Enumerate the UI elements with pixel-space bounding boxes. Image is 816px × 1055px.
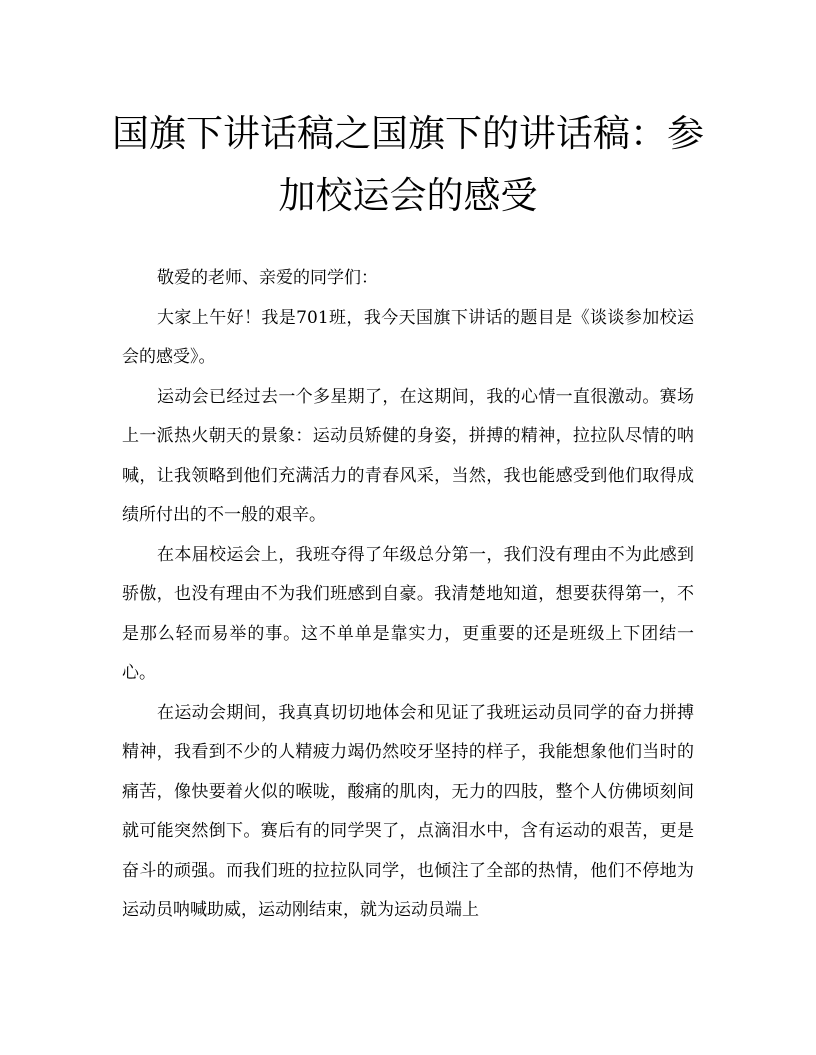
- paragraph-achievement: 在本届校运会上，我班夺得了年级总分第一，我们没有理由不为此感到骄傲，也没有理由不为我们班感到自豪。我清楚地知道，想要获得第一，不是那么轻而易举的事。这不单单是靠实力，更重要的还是班级上下团结一心。: [122, 544, 694, 683]
- paragraph-greeting: 敬爱的老师、亲爱的同学们：: [157, 268, 378, 288]
- document-body: [122, 259, 694, 931]
- paragraph-feelings: 运动会已经过去一个多星期了，在这期间，我的心情一直很激动。赛场上一派热火朝天的景象：运动员矫健的身姿，拼搏的精神，拉拉队尽情的呐喊，让我领略到他们充满活力的青春风采，当然，我也能感受到他们取得成绩所付出的不一般的艰辛。: [122, 386, 694, 525]
- document-title: 国旗下讲话稿之国旗下的讲话稿：参加校运会的感受: [112, 112, 704, 217]
- paragraph-intro: 大家上午好！我是701班，我今天国旗下讲话的题目是《谈谈参加校运会的感受》。: [122, 307, 694, 367]
- paragraph-perseverance: 在运动会期间，我真真切切地体会和见证了我班运动员同学的奋力拼搏精神，我看到不少的人精疲力竭仍然咬牙坚持的样子，我能想象他们当时的痛苦，像快要着火似的喉咙，酸痛的肌肉，无力的四肢，整个人仿佛顷刻间就可能突然倒下。赛后有的同学哭了，点滴泪水中，含有运动的艰苦，更是奋斗的顽强。而我们班的拉拉队同学，也倾注了全部的热情，他们不停地为运动员呐喊助威，运动刚结束，就为运动员端上: [122, 702, 694, 920]
